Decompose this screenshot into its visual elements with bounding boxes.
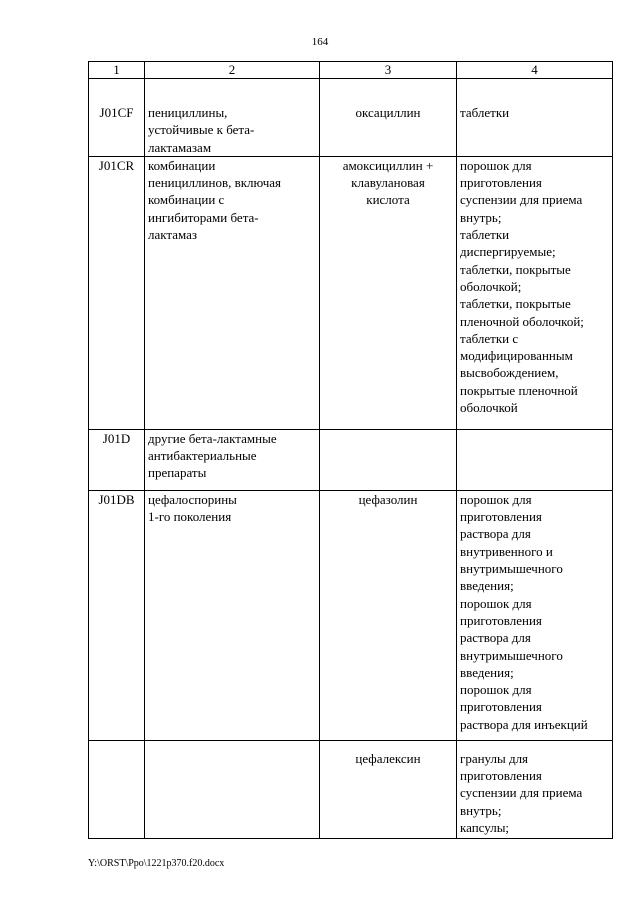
drug-name-cell — [320, 79, 457, 157]
dosage-forms-line: высвобождением, — [460, 365, 559, 381]
dosage-forms-line: раствора для — [460, 526, 531, 542]
dosage-forms-line: раствора для — [460, 630, 531, 646]
atc-group-line: комбинации — [148, 157, 216, 173]
atc-code-cell — [89, 740, 145, 838]
header-col-3: 3 — [320, 62, 457, 79]
drug-name-line: амоксициллин + — [342, 157, 434, 173]
atc-code-cell: J01DB — [89, 490, 145, 740]
table-row — [89, 79, 613, 157]
atc-code-cell: J01CR — [89, 156, 145, 429]
dosage-forms-line: гранулы для — [460, 750, 529, 766]
atc-group-line: пенициллинов, включая — [148, 175, 282, 191]
dosage-forms-line: оболочкой; — [460, 278, 522, 294]
dosage-forms-line: порошок для — [460, 595, 532, 611]
dosage-forms-line: диспергируемые; — [460, 244, 556, 260]
dosage-forms-line: внутривенного и — [460, 543, 553, 559]
dosage-forms-line: порошок для — [460, 491, 532, 507]
atc-group-line: лактамаз — [148, 227, 198, 243]
drug-name-cell — [320, 490, 457, 740]
dosage-forms-cell — [457, 490, 613, 740]
table-row — [89, 156, 613, 429]
atc-group-cell — [145, 79, 320, 157]
atc-group-line: другие бета-лактамные — [148, 430, 277, 446]
dosage-forms-line: внутрь; — [460, 802, 502, 818]
atc-code-cell: J01D — [89, 429, 145, 490]
table-row — [89, 490, 613, 740]
atc-group-line: 1-го поколения — [148, 509, 232, 525]
drug-name-line: цефазолин — [358, 491, 418, 507]
dosage-forms-line: таблетки с — [460, 330, 519, 346]
drug-name-cell — [320, 429, 457, 490]
dosage-forms-line: капсулы; — [460, 820, 510, 836]
dosage-forms-line: таблетки, покрытые — [460, 296, 571, 312]
header-col-2: 2 — [145, 62, 320, 79]
dosage-forms-line: приготовления — [460, 699, 542, 715]
atc-group-cell — [145, 156, 320, 429]
dosage-forms-line: приготовления — [460, 612, 542, 628]
atc-group-cell — [145, 429, 320, 490]
atc-group-line: препараты — [148, 465, 207, 481]
drug-name-line: клавулановая — [351, 175, 425, 191]
dosage-forms-cell — [457, 740, 613, 838]
drug-name-line: цефалексин — [355, 750, 421, 766]
header-col-1: 1 — [89, 62, 145, 79]
dosage-forms-line: таблетки — [460, 227, 510, 243]
dosage-forms-line: таблетки, покрытые — [460, 261, 571, 277]
dosage-forms-line: пленочной оболочкой; — [460, 313, 584, 329]
dosage-forms-line: порошок для — [460, 157, 532, 173]
dosage-forms-line: модифицированным — [460, 348, 573, 364]
atc-code-cell: J01CF — [89, 79, 145, 157]
dosage-forms-line: оболочкой — [460, 400, 518, 416]
header-row — [89, 62, 613, 79]
atc-group-line: устойчивые к бета- — [148, 122, 255, 138]
dosage-forms-line: внутрь; — [460, 209, 502, 225]
dosage-forms-cell — [457, 79, 613, 157]
drug-name-cell — [320, 740, 457, 838]
dosage-forms-line: внутримышечного — [460, 647, 563, 663]
footer-file-path: Y:\ORST\Ppo\1221p370.f20.docx — [88, 858, 225, 869]
dosage-forms-line: суспензии для приема — [460, 192, 583, 208]
table-row — [89, 740, 613, 838]
header-col-4: 4 — [457, 62, 613, 79]
atc-group-cell — [145, 490, 320, 740]
drug-name-cell — [320, 156, 457, 429]
dosage-forms-line: приготовления — [460, 175, 542, 191]
dosage-forms-line: внутримышечного — [460, 561, 563, 577]
dosage-forms-line: введения; — [460, 664, 514, 680]
atc-group-line: лактамазам — [148, 139, 212, 155]
drug-name-line: оксациллин — [355, 105, 421, 120]
dosage-forms-cell — [457, 156, 613, 429]
atc-group-line: комбинации с — [148, 192, 225, 208]
dosage-forms-line: суспензии для приема — [460, 785, 583, 801]
table-row — [89, 429, 613, 490]
dosage-forms-line: раствора для инъекций — [460, 716, 588, 732]
page-number: 164 — [311, 36, 329, 48]
dosage-forms-line: введения; — [460, 578, 514, 594]
dosage-forms-cell — [457, 429, 613, 490]
drug-table — [88, 61, 613, 839]
dosage-forms-line: таблетки — [460, 105, 510, 120]
drug-name-line: кислота — [366, 192, 410, 208]
dosage-forms-line: порошок для — [460, 682, 532, 698]
atc-group-line: антибактериальные — [148, 448, 257, 464]
atc-group-cell — [145, 740, 320, 838]
atc-group-line: цефалоспорины — [148, 491, 237, 507]
atc-group-line: ингибиторами бета- — [148, 209, 259, 225]
dosage-forms-line: приготовления — [460, 509, 542, 525]
atc-group-line: пенициллины, — [148, 105, 228, 120]
dosage-forms-line: приготовления — [460, 768, 542, 784]
dosage-forms-line: покрытые пленочной — [460, 382, 578, 398]
